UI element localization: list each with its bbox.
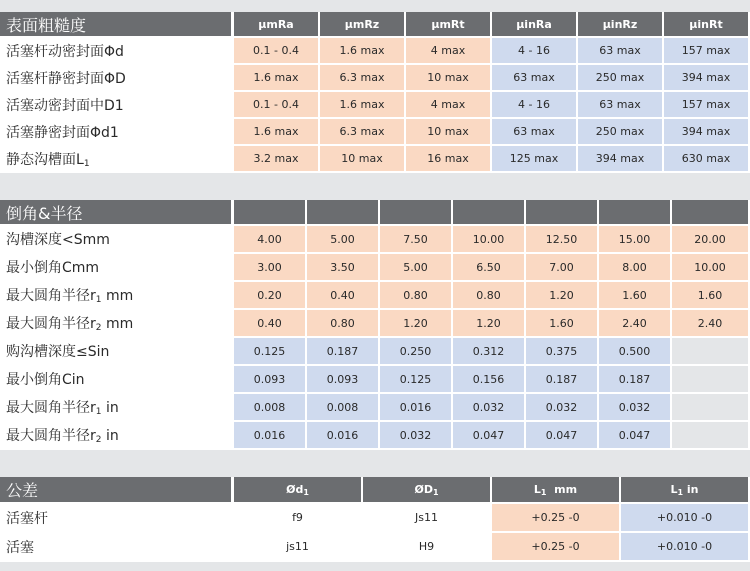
row-label: 活塞: [0, 533, 234, 562]
table-cell: 4 max: [406, 38, 492, 65]
table-cell: f9: [234, 504, 363, 533]
table-cell: 1.60: [526, 310, 599, 338]
column-header: [234, 200, 307, 226]
table-cell: 250 max: [578, 119, 664, 146]
table-cell: 1.20: [526, 282, 599, 310]
table-cell: 4.00: [234, 226, 307, 254]
table-cell: 0.375: [526, 338, 599, 366]
table-row: [0, 92, 750, 119]
table-row: [0, 226, 750, 254]
table-cell: 1.20: [453, 310, 526, 338]
table-row: [0, 38, 750, 65]
table-cell: 0.40: [234, 310, 307, 338]
table-cell: 12.50: [526, 226, 599, 254]
table-cell: 0.093: [307, 366, 380, 394]
table-cell: 0.032: [526, 394, 599, 422]
table-cell: js11: [234, 533, 363, 562]
table-cell: 3.2 max: [234, 146, 320, 173]
table-cell: 1.6 max: [234, 65, 320, 92]
table-row: [0, 394, 750, 422]
table-cell: 394 max: [664, 65, 750, 92]
table-cell: 0.187: [307, 338, 380, 366]
table-cell: 1.6 max: [320, 92, 406, 119]
column-header: µmRt: [406, 12, 492, 38]
row-label: 购沟槽深度≤Sin: [0, 338, 234, 366]
table-cell: 1.60: [672, 282, 750, 310]
table-cell: 1.6 max: [320, 38, 406, 65]
table-cell: 0.008: [234, 394, 307, 422]
table-cell: +0.25 -0: [492, 504, 621, 533]
table-cell: 0.187: [599, 366, 672, 394]
table-cell: H9: [363, 533, 492, 562]
column-header: µmRa: [234, 12, 320, 38]
table-cell: 394 max: [664, 119, 750, 146]
row-label: 活塞杆静密封面ΦD: [0, 65, 234, 92]
table-cell: Js11: [363, 504, 492, 533]
table-cell: 0.047: [599, 422, 672, 450]
table-row: [0, 366, 750, 394]
table-cell: 0.125: [380, 366, 453, 394]
table-cell: 6.50: [453, 254, 526, 282]
table-cell: 0.250: [380, 338, 453, 366]
table-row: [0, 504, 750, 533]
empty-cell: [672, 366, 750, 394]
table-row: [0, 422, 750, 450]
table-cell: 0.312: [453, 338, 526, 366]
empty-cell: [672, 338, 750, 366]
column-header: [599, 200, 672, 226]
table-cell: 2.40: [599, 310, 672, 338]
table-cell: 1.60: [599, 282, 672, 310]
table-cell: +0.010 -0: [621, 533, 750, 562]
column-header: [672, 200, 750, 226]
column-header: µinRa: [492, 12, 578, 38]
table-cell: 10 max: [320, 146, 406, 173]
column-header: µmRz: [320, 12, 406, 38]
table-cell: 0.1 - 0.4: [234, 38, 320, 65]
row-label: 活塞静密封面Φd1: [0, 119, 234, 146]
table-cell: 2.40: [672, 310, 750, 338]
table-cell: 157 max: [664, 38, 750, 65]
table-cell: 394 max: [578, 146, 664, 173]
surface-roughness-title: 表面粗糙度: [0, 12, 234, 38]
column-header: $Ød_1$: [234, 477, 363, 504]
table-cell: 0.156: [453, 366, 526, 394]
tolerance-title: 公差: [0, 477, 234, 504]
table-cell: 10 max: [406, 65, 492, 92]
table-cell: 7.00: [526, 254, 599, 282]
column-header: $L_1$ in: [621, 477, 750, 504]
table-cell: 250 max: [578, 65, 664, 92]
table-cell: 0.20: [234, 282, 307, 310]
table-cell: 0.016: [380, 394, 453, 422]
table-cell: 157 max: [664, 92, 750, 119]
table-cell: +0.25 -0: [492, 533, 621, 562]
table-row: [0, 254, 750, 282]
column-header: µinRt: [664, 12, 750, 38]
table-cell: 4 - 16: [492, 38, 578, 65]
table-cell: 125 max: [492, 146, 578, 173]
table-cell: 0.80: [453, 282, 526, 310]
row-label: 最大圆角半径$r_2$ in: [0, 422, 234, 450]
column-header: [307, 200, 380, 226]
table-cell: 6.3 max: [320, 65, 406, 92]
row-label: 活塞动密封面中D1: [0, 92, 234, 119]
table-cell: 63 max: [492, 65, 578, 92]
table-cell: 63 max: [578, 92, 664, 119]
empty-cell: [672, 422, 750, 450]
table-cell: 1.20: [380, 310, 453, 338]
table-cell: 0.047: [526, 422, 599, 450]
table-row: [0, 146, 750, 173]
table-cell: 1.6 max: [234, 119, 320, 146]
row-label: 最小倒角Cmm: [0, 254, 234, 282]
table-cell: 10.00: [672, 254, 750, 282]
column-header: [453, 200, 526, 226]
table-row: [0, 310, 750, 338]
table-cell: 15.00: [599, 226, 672, 254]
table-cell: 4 - 16: [492, 92, 578, 119]
row-label: 最大圆角半径$r_1$ mm: [0, 282, 234, 310]
table-cell: 7.50: [380, 226, 453, 254]
table-cell: 0.016: [307, 422, 380, 450]
table-cell: 0.093: [234, 366, 307, 394]
table-row: [0, 282, 750, 310]
row-label: 活塞杆: [0, 504, 234, 533]
column-header: [526, 200, 599, 226]
table-cell: 0.80: [380, 282, 453, 310]
tolerance-table: [0, 477, 750, 562]
row-label: 沟槽深度<Smm: [0, 226, 234, 254]
table-cell: 16 max: [406, 146, 492, 173]
table-row: [0, 119, 750, 146]
table-cell: 0.125: [234, 338, 307, 366]
table-cell: 6.3 max: [320, 119, 406, 146]
table-cell: 0.008: [307, 394, 380, 422]
table-cell: 0.032: [453, 394, 526, 422]
row-label: 静态沟槽面$L_1$: [0, 146, 234, 173]
table-cell: 0.500: [599, 338, 672, 366]
table-cell: 0.1 - 0.4: [234, 92, 320, 119]
table-cell: 3.00: [234, 254, 307, 282]
chamfer-radius-title: 倒角&半径: [0, 200, 234, 226]
table-cell: 0.032: [380, 422, 453, 450]
row-label: 最大圆角半径$r_1$ in: [0, 394, 234, 422]
table-cell: 5.00: [307, 226, 380, 254]
column-header: $ØD_1$: [363, 477, 492, 504]
table-cell: 5.00: [380, 254, 453, 282]
table-cell: 10.00: [453, 226, 526, 254]
table-cell: 63 max: [492, 119, 578, 146]
row-label: 最小倒角Cin: [0, 366, 234, 394]
table-cell: 0.40: [307, 282, 380, 310]
row-label: 最大圆角半径$r_2$ mm: [0, 310, 234, 338]
empty-cell: [672, 394, 750, 422]
table-cell: 10 max: [406, 119, 492, 146]
table-cell: +0.010 -0: [621, 504, 750, 533]
table-row: [0, 533, 750, 562]
table-cell: 3.50: [307, 254, 380, 282]
table-cell: 20.00: [672, 226, 750, 254]
column-header: µinRz: [578, 12, 664, 38]
table-row: [0, 338, 750, 366]
table-cell: 0.032: [599, 394, 672, 422]
table-cell: 630 max: [664, 146, 750, 173]
chamfer-radius-table: [0, 200, 750, 450]
surface-roughness-table: [0, 12, 750, 173]
table-cell: 4 max: [406, 92, 492, 119]
table-cell: 0.047: [453, 422, 526, 450]
column-header: [380, 200, 453, 226]
table-row: [0, 65, 750, 92]
table-cell: 0.80: [307, 310, 380, 338]
table-cell: 0.016: [234, 422, 307, 450]
column-header: $L_1$ mm: [492, 477, 621, 504]
table-cell: 0.187: [526, 366, 599, 394]
row-label: 活塞杆动密封面Φd: [0, 38, 234, 65]
table-cell: 63 max: [578, 38, 664, 65]
table-cell: 8.00: [599, 254, 672, 282]
